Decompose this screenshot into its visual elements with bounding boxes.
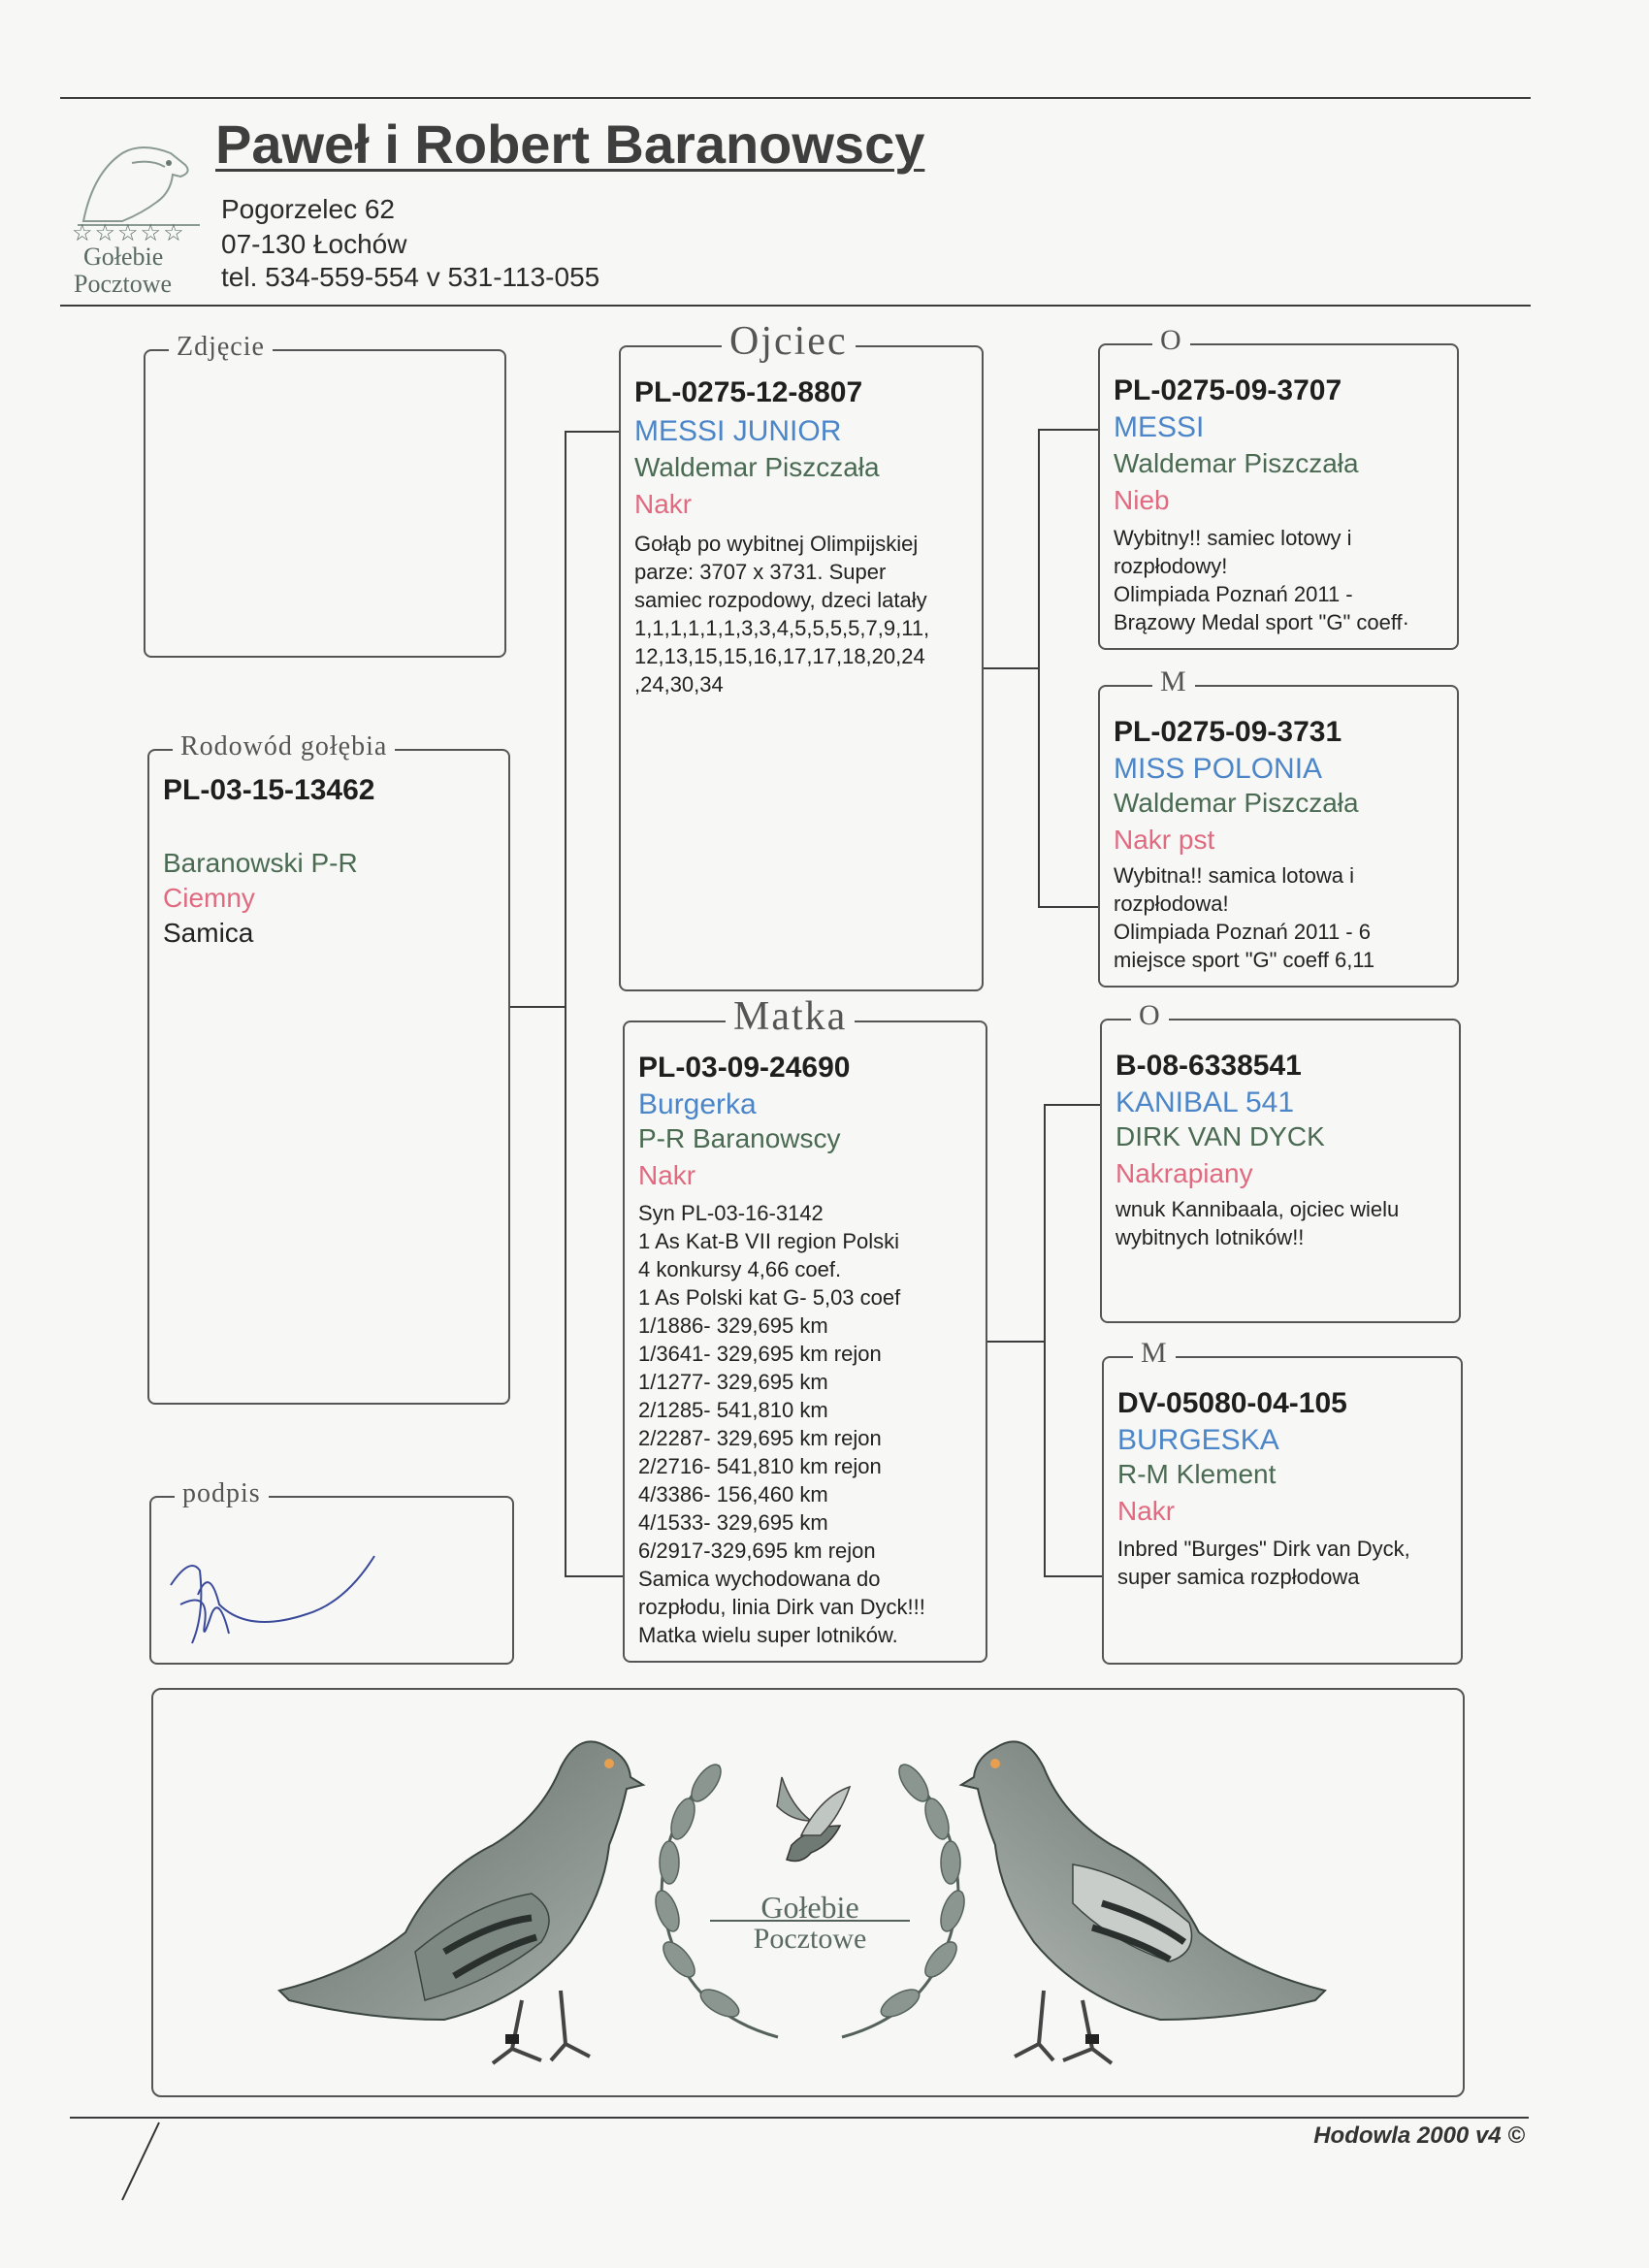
connector (1038, 906, 1098, 908)
footer-text: Hodowla 2000 v4 © (1313, 2122, 1525, 2149)
maternal-grandfather-name: KANIBAL 541 (1116, 1086, 1294, 1118)
paternal-grandmother-box (1098, 665, 1459, 988)
father-color: Nakr (634, 489, 693, 519)
connector (565, 431, 619, 433)
flying-doves-icon (753, 1767, 869, 1884)
paternal-grandfather-color: Nieb (1114, 485, 1170, 515)
mother-label: Matka (726, 993, 855, 1040)
header-rule (60, 305, 1531, 307)
connector (1038, 429, 1098, 431)
maternal-grandfather-box (1100, 999, 1461, 1323)
footer-rule (70, 2117, 1529, 2119)
connector (510, 1006, 565, 1008)
father-owner: Waldemar Piszczała (634, 452, 880, 482)
father-ring: PL-0275-12-8807 (634, 376, 863, 408)
paternal-grandfather-box (1098, 324, 1459, 650)
mother-description: Syn PL-03-16-3142 1 As Kat-B VII region Polski 4 konkursy 4,66 coef. 1 As Polski kat G- 5,03 coef 1/1886- 329,695 km 1/3641- 329,695 km rejon 1/1277- 329,695 km 2/1285- 541,810 km 2/2287- 329,695 km rejon 2/2716- 541,810 km rejon 4/3386- 156,460 km 4/1533- 329,695 km 6/2917-329,695 km rejon Samica wychodowana do rozpłodu, linia Dirk van Dyck!!! Matka wielu super lotników. (638, 1201, 925, 1647)
connector (987, 1341, 1044, 1343)
paternal-grandmother-name: MISS POLONIA (1114, 753, 1323, 785)
phone: tel. 534-559-554 v 531-113-055 (221, 262, 600, 292)
paternal-grandmother-description: Wybitna!! samica lotowa i rozpłodowa! Olimpiada Poznań 2011 - 6 miejsce sport "G" coeff 6,11 (1114, 863, 1375, 972)
emblem-line2: Pocztowe (753, 1923, 867, 1955)
connector (1038, 429, 1040, 908)
photo-box (144, 332, 506, 658)
signature-icon (151, 1498, 512, 1663)
signature-box (149, 1478, 514, 1665)
top-rule (60, 97, 1531, 99)
connector (565, 1575, 623, 1577)
paternal-grandfather-label: O (1152, 324, 1190, 357)
paternal-grandfather-description: Wybitny!! samiec lotowy i rozpłodowy! Olimpiada Poznań 2011 - Brązowy Medal sport "G" coeff· (1114, 526, 1409, 634)
mother-owner: P-R Baranowscy (638, 1123, 841, 1153)
signature-label: podpis (175, 1478, 269, 1509)
father-label: Ojciec (722, 318, 856, 365)
maternal-grandmother-color: Nakr (1117, 1496, 1176, 1526)
pigeon-sex: Samica (163, 918, 254, 948)
paternal-grandmother-owner: Waldemar Piszczała (1114, 788, 1359, 818)
paternal-grandmother-color: Nakr pst (1114, 825, 1215, 855)
maternal-grandmother-box (1102, 1337, 1463, 1665)
maternal-grandmother-ring: DV-05080-04-105 (1117, 1387, 1347, 1419)
connector (1044, 1104, 1046, 1577)
maternal-grandmother-name: BURGESKA (1117, 1424, 1279, 1456)
connector (565, 431, 566, 1575)
maternal-grandmother-owner: R-M Klement (1117, 1459, 1277, 1489)
maternal-grandfather-owner: DIRK VAN DYCK (1116, 1121, 1325, 1151)
father-name: MESSI JUNIOR (634, 415, 842, 447)
pen-mark (113, 2119, 171, 2206)
pigeon-ring: PL-03-15-13462 (163, 774, 375, 806)
maternal-grandmother-description: Inbred "Burges" Dirk van Dyck, super samica rozpłodowa (1117, 1537, 1410, 1589)
address-line2: 07-130 Łochów (221, 229, 407, 259)
logo (64, 124, 210, 299)
emblem-box (151, 1688, 1465, 2097)
maternal-grandfather-ring: B-08-6338541 (1116, 1050, 1302, 1082)
pigeon-color: Ciemny (163, 883, 255, 913)
maternal-grandfather-description: wnuk Kannibaala, ojciec wielu wybitnych lotników!! (1116, 1197, 1400, 1249)
paternal-grandmother-label: M (1152, 665, 1195, 698)
paternal-grandfather-owner: Waldemar Piszczała (1114, 448, 1359, 478)
logo-line1: Gołebie (83, 243, 164, 271)
father-description: Gołąb po wybitnej Olimpijskiej parze: 3707 x 3731. Super samiec rozpodowy, dzeci latały 1,1,1,1,1,1,3,3,4,5,5,5,5,7,9,11, 12,13,15,15,16,17,17,18,20,24 ,24,30,34 (634, 532, 930, 697)
eagle-logo-icon (64, 124, 210, 231)
mother-box (623, 994, 987, 1663)
connector (1044, 1575, 1102, 1577)
paternal-grandmother-ring: PL-0275-09-3731 (1114, 716, 1342, 748)
mother-name: Burgerka (638, 1088, 757, 1120)
connector (1044, 1104, 1102, 1106)
pigeon-owner: Baranowski P-R (163, 848, 358, 878)
pigeon-right-icon (879, 1709, 1335, 2078)
emblem-line1: Gołebie (760, 1890, 859, 1925)
page-title: Paweł i Robert Baranowscy (215, 113, 925, 175)
address-line1: Pogorzelec 62 (221, 194, 396, 224)
maternal-grandfather-label: O (1131, 999, 1169, 1032)
pigeon-label: Rodowód gołębia (173, 731, 395, 762)
logo-line2: Pocztowe (74, 270, 173, 298)
maternal-grandmother-label: M (1133, 1337, 1176, 1370)
mother-ring: PL-03-09-24690 (638, 1052, 851, 1084)
mother-color: Nakr (638, 1160, 696, 1190)
paternal-grandfather-name: MESSI (1114, 411, 1205, 443)
father-box (619, 319, 984, 991)
connector (984, 667, 1038, 669)
maternal-grandfather-color: Nakrapiany (1116, 1158, 1253, 1188)
photo-label: Zdjęcie (169, 332, 273, 363)
paternal-grandfather-ring: PL-0275-09-3707 (1114, 374, 1342, 406)
logo-stars: ☆☆☆☆☆ (72, 221, 186, 246)
pigeon-box (147, 731, 510, 1405)
